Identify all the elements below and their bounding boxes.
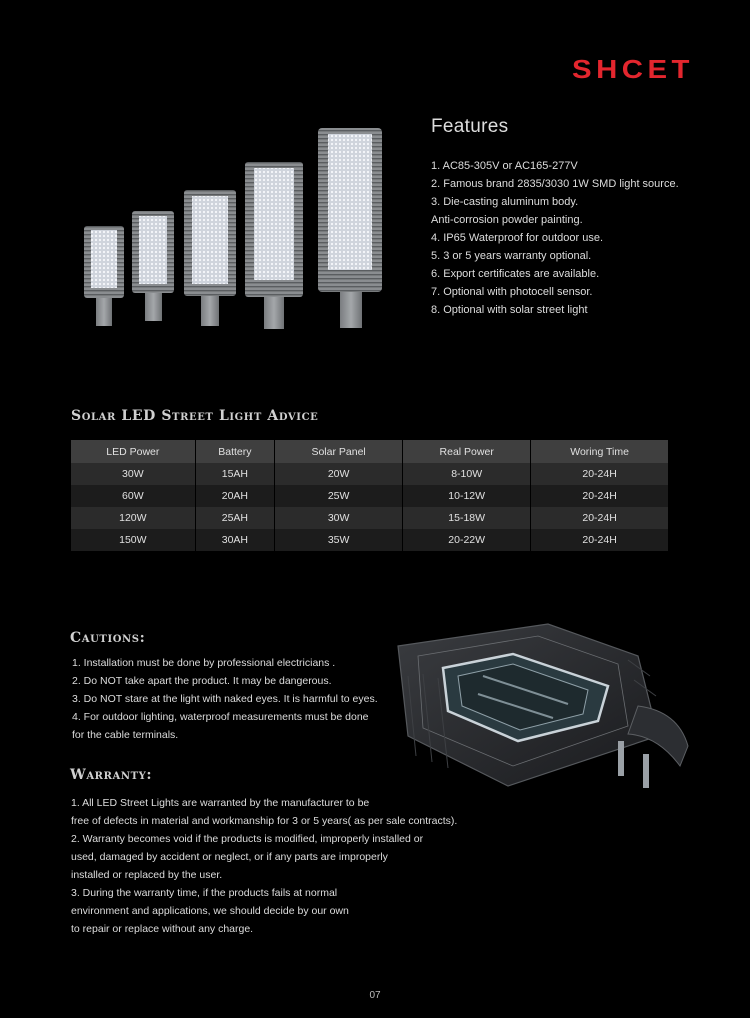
caution-item: 1. Installation must be done by professional electricians .	[72, 657, 336, 669]
warranty-item: to repair or replace without any charge.	[71, 923, 254, 935]
caution-item: for the cable terminals.	[72, 729, 179, 741]
table-cell: 60W	[71, 485, 195, 507]
table-row	[71, 529, 668, 551]
page-number: 07	[369, 990, 381, 1001]
table-cell: 20W	[275, 463, 403, 485]
warranty-item: environment and applications, we should decide by our own	[71, 905, 349, 917]
street-light-lineup-image	[78, 122, 396, 332]
feature-item: 1. AC85-305V or AC165-277V	[431, 160, 578, 172]
table-cell: 30W	[71, 463, 195, 485]
table-cell: 20-22W	[403, 529, 531, 551]
warranty-item: free of defects in material and workmanship for 3 or 5 years( as per sale contracts).	[71, 815, 458, 827]
table-cell: 30AH	[195, 529, 274, 551]
brand-logo-text: SHCET	[572, 54, 694, 84]
warranty-item: 1. All LED Street Lights are warranted by the manufacturer to be	[71, 797, 370, 809]
column-header: LED Power	[71, 440, 195, 463]
column-header: Woring Time	[531, 440, 668, 463]
table-cell: 150W	[71, 529, 195, 551]
caution-item: 4. For outdoor lighting, waterproof measurements must be done	[72, 711, 369, 723]
table-header-row	[71, 440, 668, 463]
feature-item: 4. IP65 Waterproof for outdoor use.	[431, 232, 604, 244]
table-row	[71, 485, 668, 507]
feature-item: 7. Optional with photocell sensor.	[431, 286, 593, 298]
column-header: Solar Panel	[275, 440, 403, 463]
table-row	[71, 507, 668, 529]
cautions-title: Cautions:	[70, 630, 146, 646]
warranty-list	[71, 794, 457, 938]
advice-table	[71, 440, 668, 551]
caution-item: 2. Do NOT take apart the product. It may be dangerous.	[72, 675, 332, 687]
warranty-title: Warranty:	[70, 767, 153, 783]
table-cell: 30W	[275, 507, 403, 529]
warranty-item: used, damaged by accident or neglect, or if any parts are improperly	[71, 851, 388, 863]
table-cell: 20-24H	[531, 507, 668, 529]
feature-item: 5. 3 or 5 years warranty optional.	[431, 250, 592, 262]
feature-item: 8. Optional with solar street light	[431, 304, 588, 316]
table-cell: 20-24H	[531, 529, 668, 551]
street-light-5	[318, 128, 382, 328]
table-cell: 20-24H	[531, 485, 668, 507]
street-light-1	[84, 226, 124, 326]
table-cell: 15AH	[195, 463, 274, 485]
cautions-list	[72, 654, 378, 744]
street-light-4	[245, 162, 303, 329]
table-cell: 10-12W	[403, 485, 531, 507]
table-cell: 20-24H	[531, 463, 668, 485]
feature-item: Anti-corrosion powder painting.	[431, 214, 583, 226]
table-cell: 25AH	[195, 507, 274, 529]
warranty-item: installed or replaced by the user.	[71, 869, 223, 881]
street-light-3	[184, 190, 236, 326]
caution-item: 3. Do NOT stare at the light with naked eyes. It is harmful to eyes.	[72, 693, 378, 705]
table-cell: 120W	[71, 507, 195, 529]
features-list	[431, 157, 679, 319]
feature-item: 3. Die-casting aluminum body.	[431, 196, 579, 208]
feature-item: 2. Famous brand 2835/3030 1W SMD light source.	[431, 178, 679, 190]
advice-title: Solar LED Street Light Advice	[71, 408, 319, 424]
warranty-item: 2. Warranty becomes void if the products is modified, improperly installed or	[71, 833, 424, 845]
features-title: Features	[431, 116, 509, 137]
street-light-2	[132, 211, 174, 321]
column-header: Battery	[195, 440, 274, 463]
brand-logo	[572, 52, 696, 84]
table-cell: 8-10W	[403, 463, 531, 485]
table-cell: 35W	[275, 529, 403, 551]
table-cell: 25W	[275, 485, 403, 507]
fixture-xray-image	[388, 616, 708, 796]
column-header: Real Power	[403, 440, 531, 463]
table-row	[71, 463, 668, 485]
warranty-item: 3. During the warranty time, if the products fails at normal	[71, 887, 338, 899]
table-cell: 20AH	[195, 485, 274, 507]
feature-item: 6. Export certificates are available.	[431, 268, 600, 280]
table-cell: 15-18W	[403, 507, 531, 529]
